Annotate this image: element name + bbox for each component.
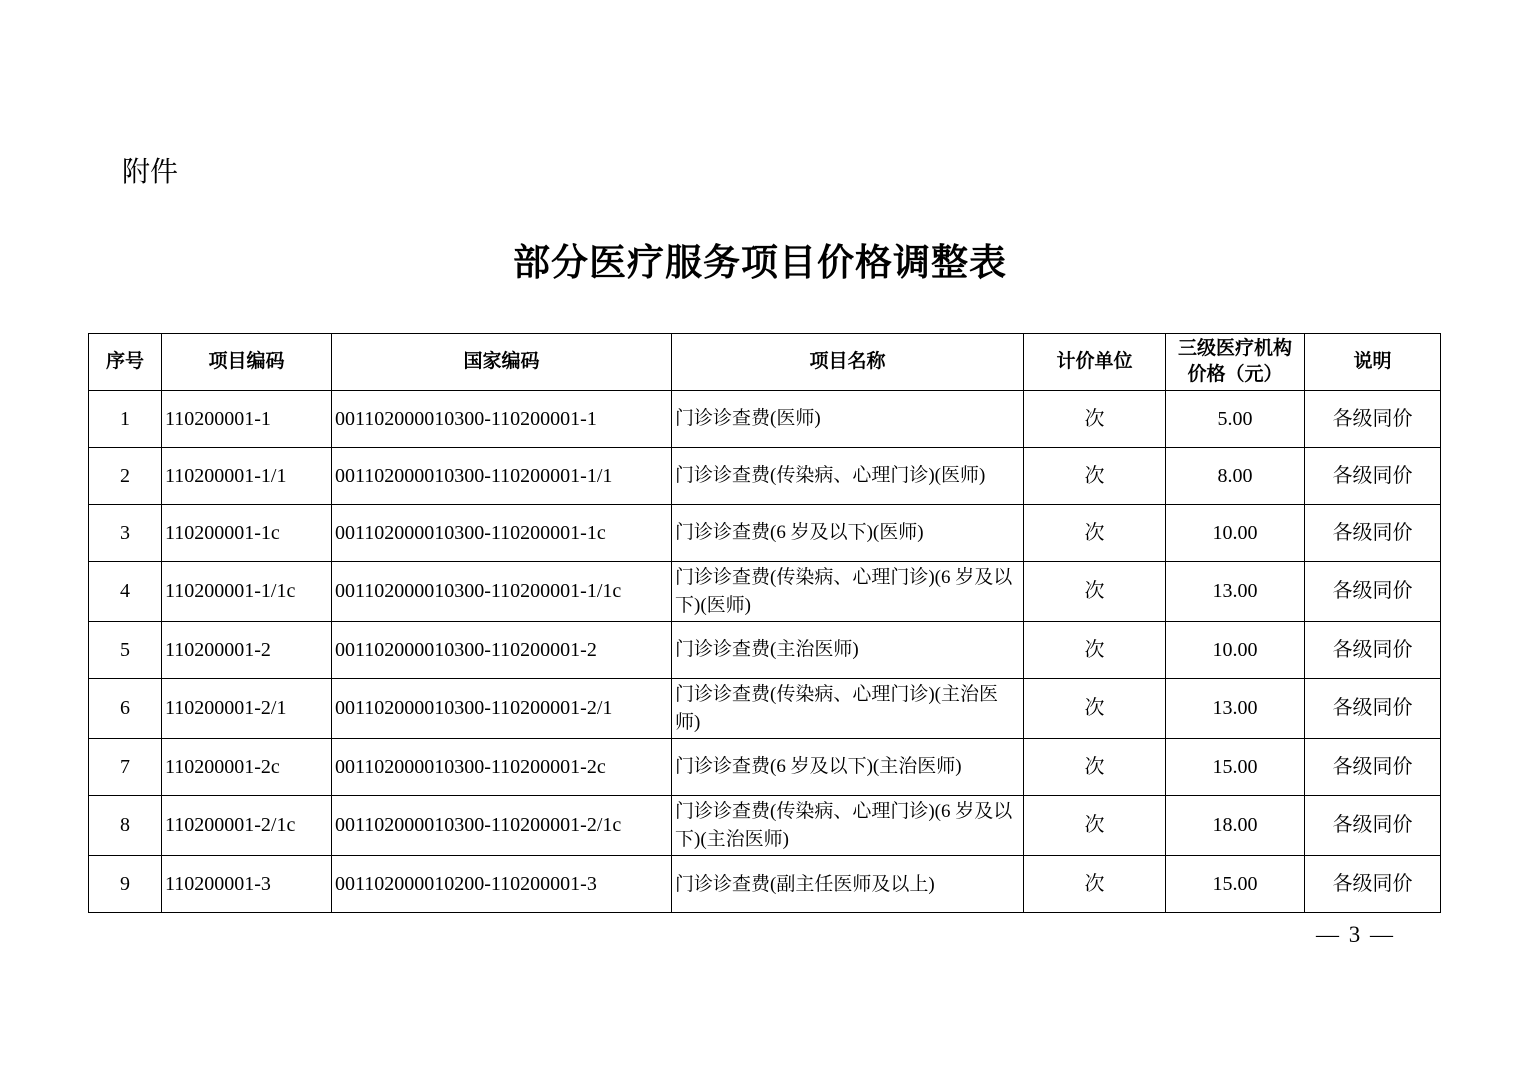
header-price-line1: 三级医疗机构 <box>1177 338 1292 360</box>
cell-note: 各级同价 <box>1305 562 1441 622</box>
header-cell-national-code: 国家编码 <box>332 334 672 391</box>
header-cell-price <box>1166 334 1305 391</box>
cell-national-code: 001102000010300-110200001-1/1c <box>332 562 672 622</box>
cell-national-code: 001102000010300-110200001-1c <box>332 505 672 562</box>
cell-unit: 次 <box>1024 796 1166 856</box>
cell-item-name: 门诊诊查费(传染病、心理门诊)(6 岁及以下)(医师) <box>672 562 1024 622</box>
cell-note: 各级同价 <box>1305 391 1441 448</box>
cell-note: 各级同价 <box>1305 622 1441 679</box>
table-row <box>89 391 1441 448</box>
cell-item-code: 110200001-1 <box>162 391 332 448</box>
cell-unit: 次 <box>1024 448 1166 505</box>
table-header-row <box>89 334 1441 391</box>
table-row <box>89 448 1441 505</box>
cell-item-name: 门诊诊查费(6 岁及以下)(医师) <box>672 505 1024 562</box>
cell-no: 4 <box>89 562 162 622</box>
table-row <box>89 562 1441 622</box>
cell-unit: 次 <box>1024 622 1166 679</box>
cell-unit: 次 <box>1024 505 1166 562</box>
cell-no: 9 <box>89 856 162 913</box>
cell-note: 各级同价 <box>1305 679 1441 739</box>
cell-item-code: 110200001-2/1 <box>162 679 332 739</box>
header-cell-item-name: 项目名称 <box>672 334 1024 391</box>
cell-national-code: 001102000010300-110200001-1 <box>332 391 672 448</box>
cell-no: 8 <box>89 796 162 856</box>
attachment-label: 附件 <box>122 156 179 187</box>
cell-note: 各级同价 <box>1305 739 1441 796</box>
cell-note: 各级同价 <box>1305 448 1441 505</box>
cell-unit: 次 <box>1024 679 1166 739</box>
cell-no: 2 <box>89 448 162 505</box>
cell-price: 10.00 <box>1166 505 1305 562</box>
cell-item-code: 110200001-1/1 <box>162 448 332 505</box>
cell-item-name: 门诊诊查费(副主任医师及以上) <box>672 856 1024 913</box>
cell-item-code: 110200001-2c <box>162 739 332 796</box>
cell-price: 5.00 <box>1166 391 1305 448</box>
price-table <box>88 333 1441 913</box>
cell-item-code: 110200001-1c <box>162 505 332 562</box>
table-row <box>89 796 1441 856</box>
cell-national-code: 001102000010300-110200001-1/1 <box>332 448 672 505</box>
table-row <box>89 739 1441 796</box>
cell-unit: 次 <box>1024 391 1166 448</box>
cell-unit: 次 <box>1024 856 1166 913</box>
cell-price: 18.00 <box>1166 796 1305 856</box>
header-cell-item-code: 项目编码 <box>162 334 332 391</box>
header-cell-no: 序号 <box>89 334 162 391</box>
cell-price: 13.00 <box>1166 562 1305 622</box>
cell-price: 15.00 <box>1166 856 1305 913</box>
table-row <box>89 505 1441 562</box>
cell-note: 各级同价 <box>1305 856 1441 913</box>
cell-item-name: 门诊诊查费(传染病、心理门诊)(医师) <box>672 448 1024 505</box>
cell-national-code: 001102000010200-110200001-3 <box>332 856 672 913</box>
cell-national-code: 001102000010300-110200001-2c <box>332 739 672 796</box>
cell-price: 15.00 <box>1166 739 1305 796</box>
cell-price: 13.00 <box>1166 679 1305 739</box>
cell-price: 10.00 <box>1166 622 1305 679</box>
cell-note: 各级同价 <box>1305 505 1441 562</box>
cell-price: 8.00 <box>1166 448 1305 505</box>
cell-unit: 次 <box>1024 739 1166 796</box>
cell-note: 各级同价 <box>1305 796 1441 856</box>
cell-no: 7 <box>89 739 162 796</box>
cell-item-code: 110200001-2/1c <box>162 796 332 856</box>
cell-national-code: 001102000010300-110200001-2 <box>332 622 672 679</box>
table-row <box>89 622 1441 679</box>
header-cell-note: 说明 <box>1305 334 1441 391</box>
cell-no: 5 <box>89 622 162 679</box>
cell-item-name: 门诊诊查费(6 岁及以下)(主治医师) <box>672 739 1024 796</box>
cell-no: 3 <box>89 505 162 562</box>
page-number: — 3 — <box>1316 922 1395 947</box>
cell-unit: 次 <box>1024 562 1166 622</box>
cell-no: 1 <box>89 391 162 448</box>
cell-item-name: 门诊诊查费(传染病、心理门诊)(主治医师) <box>672 679 1024 739</box>
cell-item-code: 110200001-1/1c <box>162 562 332 622</box>
cell-item-name: 门诊诊查费(主治医师) <box>672 622 1024 679</box>
cell-item-name: 门诊诊查费(医师) <box>672 391 1024 448</box>
table-row <box>89 856 1441 913</box>
table-row <box>89 679 1441 739</box>
cell-item-code: 110200001-2 <box>162 622 332 679</box>
header-price-line2: 价格（元） <box>1187 364 1283 385</box>
cell-national-code: 001102000010300-110200001-2/1c <box>332 796 672 856</box>
cell-national-code: 001102000010300-110200001-2/1 <box>332 679 672 739</box>
cell-no: 6 <box>89 679 162 739</box>
header-cell-unit: 计价单位 <box>1024 334 1166 391</box>
cell-item-name: 门诊诊查费(传染病、心理门诊)(6 岁及以下)(主治医师) <box>672 796 1024 856</box>
page-title: 部分医疗服务项目价格调整表 <box>513 242 1007 283</box>
cell-item-code: 110200001-3 <box>162 856 332 913</box>
